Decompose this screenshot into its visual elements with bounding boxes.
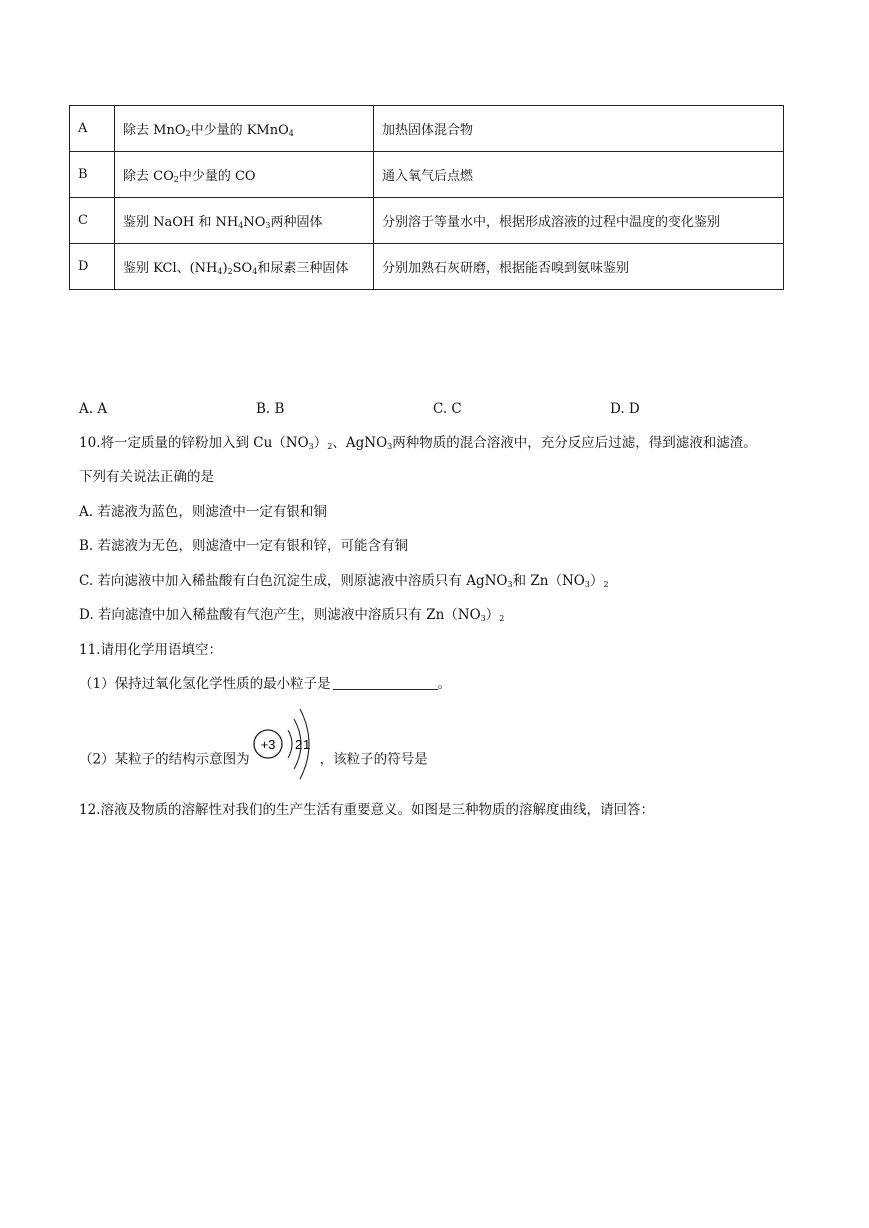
q9-choices [79,399,779,419]
q12-stem: 12.溶液及物质的溶解性对我们的生产生活有重要意义。如图是三种物质的溶解度曲线，请回答： [79,802,654,818]
table-row [70,152,784,198]
row-method: 通入氧气后点燃 [374,152,784,198]
q10-option-b[interactable]: B. 若滤液为无色，则滤渣中一定有银和锌，可能含有铜 [79,538,409,554]
row-purpose: 鉴别 NaOH 和 $NH_4NO_3$两种固体 [115,198,374,244]
row-letter: B [70,152,115,198]
nucleus-charge: +3 [260,737,276,752]
q11-part2: （2）某粒子的结构示意图为 +3 2 1 ，该粒子的符号是 [79,735,428,785]
table-row [70,106,784,152]
atom-structure-svg [252,703,318,785]
row-purpose: 除去 MnO$_2$中少量的 KMnO$_4$ [115,106,374,152]
experiment-options-table [69,105,784,290]
q10-option-d[interactable]: D. 若向滤渣中加入稀盐酸有气泡产生，则滤液中溶质只有 $Zn(NO_3)_2$ [79,607,505,623]
answer-blank[interactable] [333,675,438,690]
row-method: 分别溶于等量水中，根据形成溶液的过程中温度的变化鉴别 [374,198,784,244]
row-purpose: 除去 $CO_2$中少量的 CO [115,152,374,198]
q11-stem: 11.请用化学用语填空： [79,642,222,658]
row-method: 加热固体混合物 [374,106,784,152]
choice-b[interactable]: B. B [256,401,285,417]
row-purpose: 鉴别 KCl、$(NH_4)_2SO_4$和尿素三种固体 [115,244,374,290]
q10-stem-line2: 下列有关说法正确的是 [79,469,214,485]
table-row [70,198,784,244]
q11-part1: （1）保持过氧化氢化学性质的最小粒子是 。 [79,676,452,692]
table-row [70,244,784,290]
row-letter: D [70,244,115,290]
q10-option-a[interactable]: A. 若滤液为蓝色，则滤渣中一定有银和铜 [79,504,327,520]
shell-1-electrons: 2 [294,737,302,752]
atom-structure-diagram [252,735,318,785]
q10-stem: 10.将一定质量的锌粉加入到 $Cu(NO_3)_2$、AgNO$_3$两种物质的混合溶液中，充分反应后过滤，得到滤液和滤渣。 [79,435,757,451]
choice-d[interactable]: D. D [610,401,640,417]
shell-2-electrons: 1 [302,737,310,752]
choice-c[interactable]: C. C [433,401,462,417]
row-method: 分别加熟石灰研磨，根据能否嗅到氨味鉴别 [374,244,784,290]
row-letter: A [70,106,115,152]
q10-option-c[interactable]: C. 若向滤液中加入稀盐酸有白色沉淀生成，则原滤液中溶质只有 AgNO$_3$和 $Zn(NO_3)_2$ [79,573,609,589]
choice-a[interactable]: A. A [79,401,108,417]
row-letter: C [70,198,115,244]
